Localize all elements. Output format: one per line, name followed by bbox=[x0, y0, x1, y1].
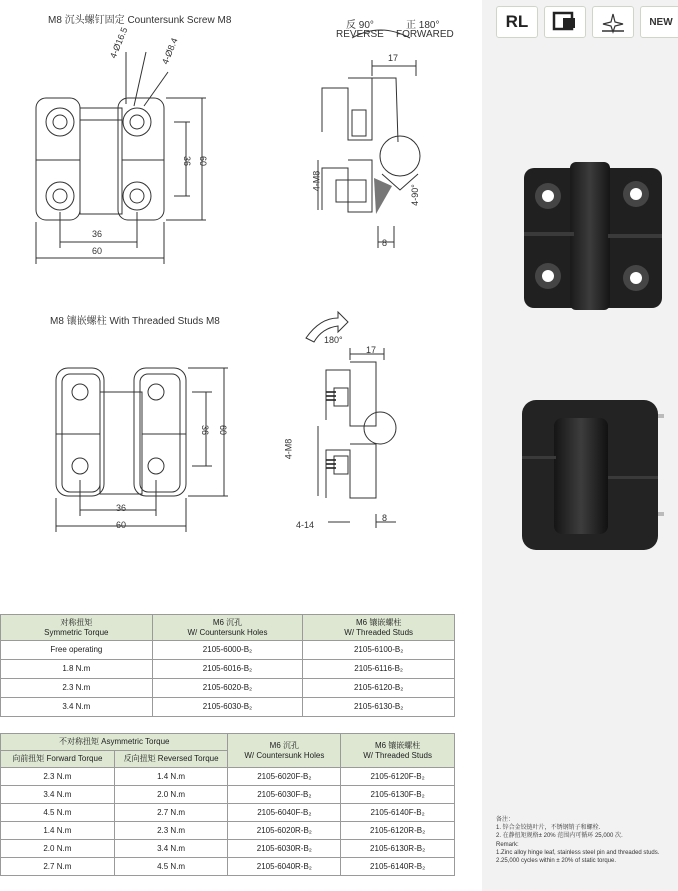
header-asymmetric-torque: 不对称扭矩 Asymmetric Torque bbox=[1, 734, 228, 751]
dim-36-horizontal: 36 bbox=[92, 229, 103, 239]
torque-cell: 1.8 N.m bbox=[1, 660, 153, 679]
certification-badges bbox=[496, 6, 678, 38]
header-en: Symmetric Torque bbox=[44, 627, 109, 637]
part-number-cell: 2105-6000-B₂ bbox=[152, 641, 303, 660]
symmetric-torque-table bbox=[0, 614, 455, 717]
part-number-cell: 2105-6130R-B₂ bbox=[341, 840, 455, 858]
torque-cell: Free operating bbox=[1, 641, 153, 660]
dim-17: 17 bbox=[388, 53, 399, 63]
header-cn: M6 沉孔 bbox=[212, 617, 243, 627]
part-number-cell: 2105-6030R-B₂ bbox=[228, 840, 341, 858]
part-number-cell: 2105-6120R-B₂ bbox=[341, 822, 455, 840]
table-row bbox=[1, 804, 455, 822]
header-cn: M6 镶嵌螺柱 bbox=[355, 617, 402, 627]
rl-badge-text: RL bbox=[505, 12, 529, 31]
dim-60-horizontal: 60 bbox=[92, 246, 103, 256]
drawing1-views bbox=[0, 0, 480, 300]
dim-hole-diameter: 4-Ø16.5 bbox=[108, 25, 130, 60]
header-countersunk bbox=[152, 615, 303, 641]
dim-60-vertical-studs: 60 bbox=[218, 424, 229, 436]
dim-8: 8 bbox=[382, 238, 388, 248]
part-number-cell: 2105-6100-B₂ bbox=[303, 641, 455, 660]
header-cn: 对称扭矩 bbox=[60, 617, 93, 627]
forward-torque-cell: 2.0 N.m bbox=[1, 840, 115, 858]
dim-8-studs: 8 bbox=[382, 513, 388, 523]
part-number-cell: 2105-6040F-B₂ bbox=[228, 804, 341, 822]
header-symmetric-torque bbox=[1, 615, 153, 641]
header-en: W/ Countersunk Holes bbox=[244, 750, 325, 760]
reversed-torque-cell: 2.7 N.m bbox=[114, 804, 228, 822]
part-number-cell: 2105-6140R-B₂ bbox=[341, 858, 455, 876]
forward-torque-cell: 4.5 N.m bbox=[1, 804, 115, 822]
table-row bbox=[1, 660, 455, 679]
dim-36-horizontal-studs: 36 bbox=[116, 503, 127, 513]
table-row bbox=[1, 641, 455, 660]
dim-60-horizontal-studs: 60 bbox=[116, 520, 127, 530]
rotation-angle: 180° bbox=[324, 335, 343, 345]
forward-torque-cell: 1.4 N.m bbox=[1, 822, 115, 840]
header-studs bbox=[341, 734, 455, 768]
reversed-torque-cell: 2.3 N.m bbox=[114, 822, 228, 840]
asymmetric-torque-table bbox=[0, 733, 455, 876]
dim-36-vertical: 36 bbox=[182, 155, 193, 167]
reversed-torque-cell: 1.4 N.m bbox=[114, 768, 228, 786]
new-badge-text: NEW bbox=[649, 16, 673, 28]
notes-block bbox=[496, 816, 676, 865]
notes-remark: Remark: bbox=[496, 841, 519, 848]
drawing2-views bbox=[0, 300, 480, 540]
notes-line: 1.Zinc alloy hinge leaf, stainless steel pin and threaded studs. bbox=[496, 849, 660, 856]
part-number-cell: 2105-6020R-B₂ bbox=[228, 822, 341, 840]
reversed-torque-cell: 2.0 N.m bbox=[114, 786, 228, 804]
part-number-cell: 2105-6120F-B₂ bbox=[341, 768, 455, 786]
dim-36-vertical-studs: 36 bbox=[200, 424, 211, 436]
table-row bbox=[1, 786, 455, 804]
hinge-photo-studs bbox=[518, 396, 668, 554]
part-number-cell: 2105-6130-B₂ bbox=[303, 698, 455, 717]
header-en: W/ Threaded Studs bbox=[363, 750, 432, 760]
reversed-torque-cell: 4.5 N.m bbox=[114, 858, 228, 876]
forward-torque-cell: 2.7 N.m bbox=[1, 858, 115, 876]
forward-angle: 正 180° bbox=[406, 20, 440, 31]
header-cn: M6 镶嵌螺柱 bbox=[374, 740, 421, 750]
torque-cell: 2.3 N.m bbox=[1, 679, 153, 698]
header-cn: M6 沉孔 bbox=[269, 740, 300, 750]
part-number-cell: 2105-6030F-B₂ bbox=[228, 786, 341, 804]
part-number-cell: 2105-6030-B₂ bbox=[152, 698, 303, 717]
table-header-row bbox=[1, 734, 455, 751]
table-row bbox=[1, 679, 455, 698]
dim-17-studs: 17 bbox=[366, 345, 377, 355]
dim-60-vertical: 60 bbox=[198, 155, 209, 167]
part-number-cell: 2105-6040R-B₂ bbox=[228, 858, 341, 876]
part-number-cell: 2105-6020-B₂ bbox=[152, 679, 303, 698]
table-row bbox=[1, 822, 455, 840]
forward-label: FORWARED bbox=[396, 29, 454, 40]
table-row bbox=[1, 840, 455, 858]
notes-line: 2. 在静扭矩规格± 20% 范围内可循环 25,000 次． bbox=[496, 833, 627, 840]
part-number-cell: 2105-6016-B₂ bbox=[152, 660, 303, 679]
header-en: W/ Countersunk Holes bbox=[187, 627, 268, 637]
notes-line: 1. 锌合金铰链叶片，不锈钢销子和螺栓． bbox=[496, 825, 605, 832]
header-en: W/ Threaded Studs bbox=[344, 627, 414, 637]
header-forward-torque: 向前扭矩 Forward Torque bbox=[1, 751, 115, 768]
hinge-photo-countersunk bbox=[518, 160, 668, 312]
reverse-angle: 反 90° bbox=[346, 20, 374, 31]
part-number-cell: 2105-6116-B₂ bbox=[303, 660, 455, 679]
dim-4-m8-studs: 4-M8 bbox=[283, 438, 294, 460]
dim-hole-diameter-2: 4-Ø8.4 bbox=[160, 36, 180, 66]
forward-torque-cell: 2.3 N.m bbox=[1, 768, 115, 786]
part-number-cell: 2105-6130F-B₂ bbox=[341, 786, 455, 804]
notes-heading: 备注： bbox=[496, 817, 515, 823]
new-badge bbox=[640, 6, 678, 38]
dim-4-m8: 4-M8 bbox=[311, 170, 322, 192]
drawing1-title: M8 沉头螺钉固定 Countersunk Screw M8 bbox=[48, 15, 232, 26]
header-studs bbox=[303, 615, 455, 641]
notes-line: 2.25,000 cycles within ± 20% of static torque. bbox=[496, 858, 617, 865]
drawing2-title: M8 镶嵌螺柱 With Threaded Studs M8 bbox=[50, 316, 220, 327]
reverse-label: REVERSE bbox=[336, 29, 384, 40]
header-reversed-torque: 反向扭矩 Reversed Torque bbox=[114, 751, 228, 768]
dim-4-14: 4-14 bbox=[296, 520, 315, 530]
part-number-cell: 2105-6120-B₂ bbox=[303, 679, 455, 698]
part-number-cell: 2105-6140F-B₂ bbox=[341, 804, 455, 822]
hinge-symbol-icon bbox=[544, 6, 586, 38]
table-row bbox=[1, 698, 455, 717]
table-row bbox=[1, 768, 455, 786]
zinc-alloy-icon bbox=[592, 6, 634, 38]
header-countersunk bbox=[228, 734, 341, 768]
part-number-cell: 2105-6020F-B₂ bbox=[228, 768, 341, 786]
reversed-torque-cell: 3.4 N.m bbox=[114, 840, 228, 858]
dim-4-90: 4-90° bbox=[409, 184, 420, 206]
torque-cell: 3.4 N.m bbox=[1, 698, 153, 717]
table-header-row bbox=[1, 615, 455, 641]
forward-torque-cell: 3.4 N.m bbox=[1, 786, 115, 804]
rl-badge bbox=[496, 6, 538, 38]
table-row bbox=[1, 858, 455, 876]
